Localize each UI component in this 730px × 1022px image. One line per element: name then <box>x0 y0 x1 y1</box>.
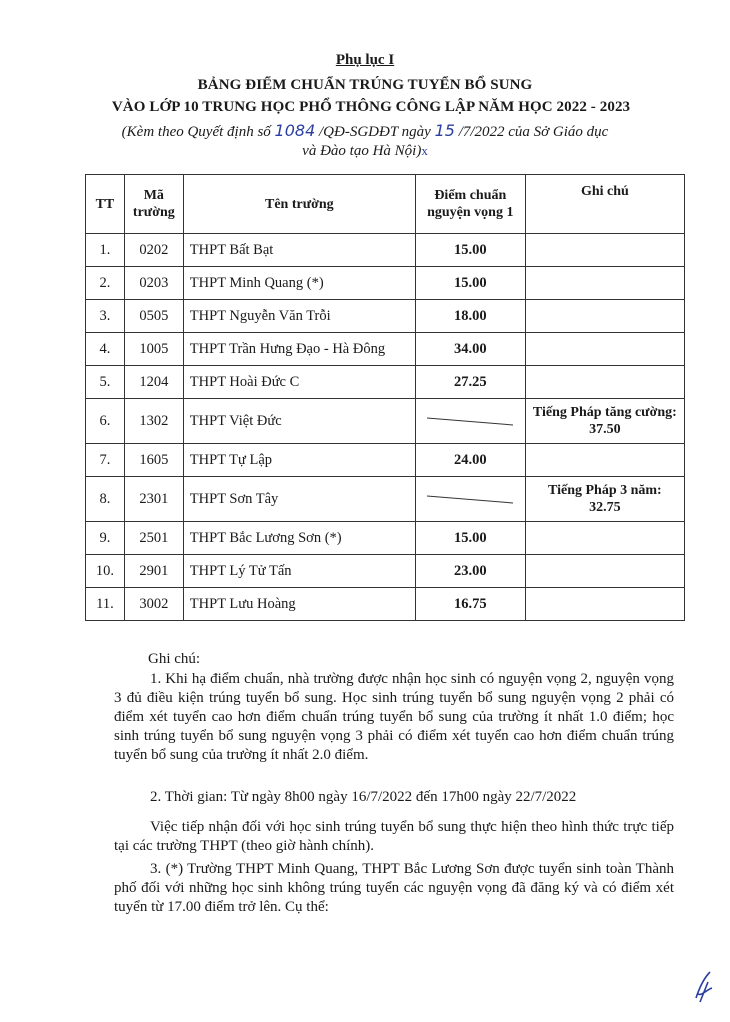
row-cutoff-score: 16.75 <box>415 588 525 621</box>
strikethrough-dash-icon <box>425 493 515 505</box>
title-line-1: BẢNG ĐIỂM CHUẨN TRÚNG TUYỂN BỔ SUNG <box>197 77 533 93</box>
row-school-name: THPT Lưu Hoàng <box>183 588 415 621</box>
row-school-code: 1005 <box>124 333 183 366</box>
col-header-tt: TT <box>86 175 125 234</box>
cutoff-score-table <box>85 174 685 621</box>
row-cutoff-score: 34.00 <box>415 333 525 366</box>
row-tt: 10. <box>86 555 125 588</box>
table-row <box>86 300 685 333</box>
row-tt: 9. <box>86 522 125 555</box>
row-tt: 3. <box>86 300 125 333</box>
subtitle-mid: /QĐ-SGDĐT ngày <box>315 124 435 140</box>
appendix-label: Phụ lục I <box>335 52 395 68</box>
table-row <box>86 588 685 621</box>
row-cutoff-score: 27.25 <box>415 366 525 399</box>
subtitle-line2-text: và Đào tạo Hà Nội) <box>302 143 422 159</box>
notes-heading: Ghi chú: <box>148 651 201 667</box>
table-row <box>86 333 685 366</box>
strikethrough-dash-icon <box>425 415 515 427</box>
table-row <box>86 399 685 444</box>
row-tt: 4. <box>86 333 125 366</box>
signature-scribble-icon <box>692 968 716 1004</box>
row-tt: 2. <box>86 267 125 300</box>
row-school-code: 0202 <box>124 234 183 267</box>
row-note <box>525 444 684 477</box>
row-cutoff-score: 15.00 <box>415 522 525 555</box>
row-school-code: 1204 <box>124 366 183 399</box>
row-note: Tiếng Pháp tăng cường: 37.50 <box>525 399 684 444</box>
row-school-code: 2901 <box>124 555 183 588</box>
row-tt: 1. <box>86 234 125 267</box>
row-cutoff-score: 15.00 <box>415 267 525 300</box>
row-note <box>525 588 684 621</box>
col-header-note: Ghi chú <box>525 175 684 234</box>
row-tt: 7. <box>86 444 125 477</box>
table-row <box>86 267 685 300</box>
row-note <box>525 555 684 588</box>
note-item-2 <box>114 788 674 807</box>
row-note <box>525 333 684 366</box>
row-school-name: THPT Nguyễn Văn Trỗi <box>183 300 415 333</box>
note-item-2-text: 2. Thời gian: Từ ngày 8h00 ngày 16/7/2022 đến 17h00 ngày 22/7/2022 <box>150 789 577 805</box>
row-note <box>525 522 684 555</box>
row-school-name: THPT Bắc Lương Sơn (*) <box>183 522 415 555</box>
row-school-name: THPT Minh Quang (*) <box>183 267 415 300</box>
row-note: Tiếng Pháp 3 năm: 32.75 <box>525 477 684 522</box>
table-row <box>86 477 685 522</box>
row-note <box>525 234 684 267</box>
row-school-name: THPT Hoài Đức C <box>183 366 415 399</box>
handwritten-decision-number: 1084 <box>274 121 316 140</box>
row-note <box>525 267 684 300</box>
subtitle-pre: (Kèm theo Quyết định số <box>121 124 275 140</box>
note-item-2b-text: Việc tiếp nhận đối với học sinh trúng tuyển bổ sung thực hiện theo hình thức trực tiếp tại các trường THPT (theo giờ hành chính). <box>114 819 674 854</box>
title-line-2: VÀO LỚP 10 TRUNG HỌC PHỔ THÔNG CÔNG LẬP NĂM HỌC 2022 - 2023 <box>111 99 631 115</box>
note-item-2b <box>114 818 674 856</box>
col-header-score: Điểm chuẩn nguyện vọng 1 <box>415 175 525 234</box>
table-header-row <box>86 175 685 234</box>
row-tt: 11. <box>86 588 125 621</box>
table-row <box>86 444 685 477</box>
row-tt: 5. <box>86 366 125 399</box>
handwritten-decision-day: 15 <box>434 121 455 140</box>
col-header-name: Tên trường <box>183 175 415 234</box>
table-row <box>86 234 685 267</box>
row-school-code: 2501 <box>124 522 183 555</box>
row-school-code: 1302 <box>124 399 183 444</box>
row-school-name: THPT Lý Tử Tấn <box>183 555 415 588</box>
row-school-name: THPT Việt Đức <box>183 399 415 444</box>
subtitle-post: /7/2022 của Sở Giáo dục <box>454 124 609 140</box>
col-header-code: Mã trường <box>124 175 183 234</box>
row-school-name: THPT Sơn Tây <box>183 477 415 522</box>
row-school-code: 0505 <box>124 300 183 333</box>
row-cutoff-score: 15.00 <box>415 234 525 267</box>
subtitle-line-1 <box>0 121 730 142</box>
row-cutoff-score: 24.00 <box>415 444 525 477</box>
row-school-code: 1605 <box>124 444 183 477</box>
subtitle-line-2 <box>0 141 730 161</box>
note-item-1 <box>114 670 674 765</box>
note-item-1-text: 1. Khi hạ điểm chuẩn, nhà trường được nhận học sinh có nguyện vọng 2, nguyện vọng 3 đủ điều kiện trúng tuyển bổ sung. Học sinh trúng tuyển bổ sung nguyện vọng 2 phải có điểm xét tuyển cao hơn điểm chuẩn trúng tuyển bổ sung của trường ít nhất 1.0 điểm; học sinh trúng tuyển bổ sung nguyện vọng 3 phải có điểm xét tuyển cao hơn điểm chuẩn trúng tuyển bổ sung của trường ít nhất 2.0 điểm. <box>114 671 674 763</box>
handwritten-mark: x <box>421 143 428 158</box>
row-cutoff-score: 18.00 <box>415 300 525 333</box>
row-cutoff-score: 23.00 <box>415 555 525 588</box>
note-item-3 <box>114 860 674 917</box>
row-tt: 8. <box>86 477 125 522</box>
table-row <box>86 522 685 555</box>
row-school-code: 2301 <box>124 477 183 522</box>
row-school-name: THPT Trần Hưng Đạo - Hà Đông <box>183 333 415 366</box>
row-school-name: THPT Tự Lập <box>183 444 415 477</box>
row-school-code: 0203 <box>124 267 183 300</box>
row-school-code: 3002 <box>124 588 183 621</box>
table-body <box>86 234 685 621</box>
table-row <box>86 366 685 399</box>
row-note <box>525 366 684 399</box>
row-tt: 6. <box>86 399 125 444</box>
table-row <box>86 555 685 588</box>
row-note <box>525 300 684 333</box>
row-cutoff-score <box>415 399 525 444</box>
row-school-name: THPT Bất Bạt <box>183 234 415 267</box>
note-item-3-text: 3. (*) Trường THPT Minh Quang, THPT Bắc Lương Sơn được tuyển sinh toàn Thành phố đối với những học sinh không trúng tuyển các nguyện vọng đã đăng ký và có điểm xét tuyển từ 17.00 điểm trở lên. Cụ thể: <box>114 861 674 915</box>
row-cutoff-score <box>415 477 525 522</box>
